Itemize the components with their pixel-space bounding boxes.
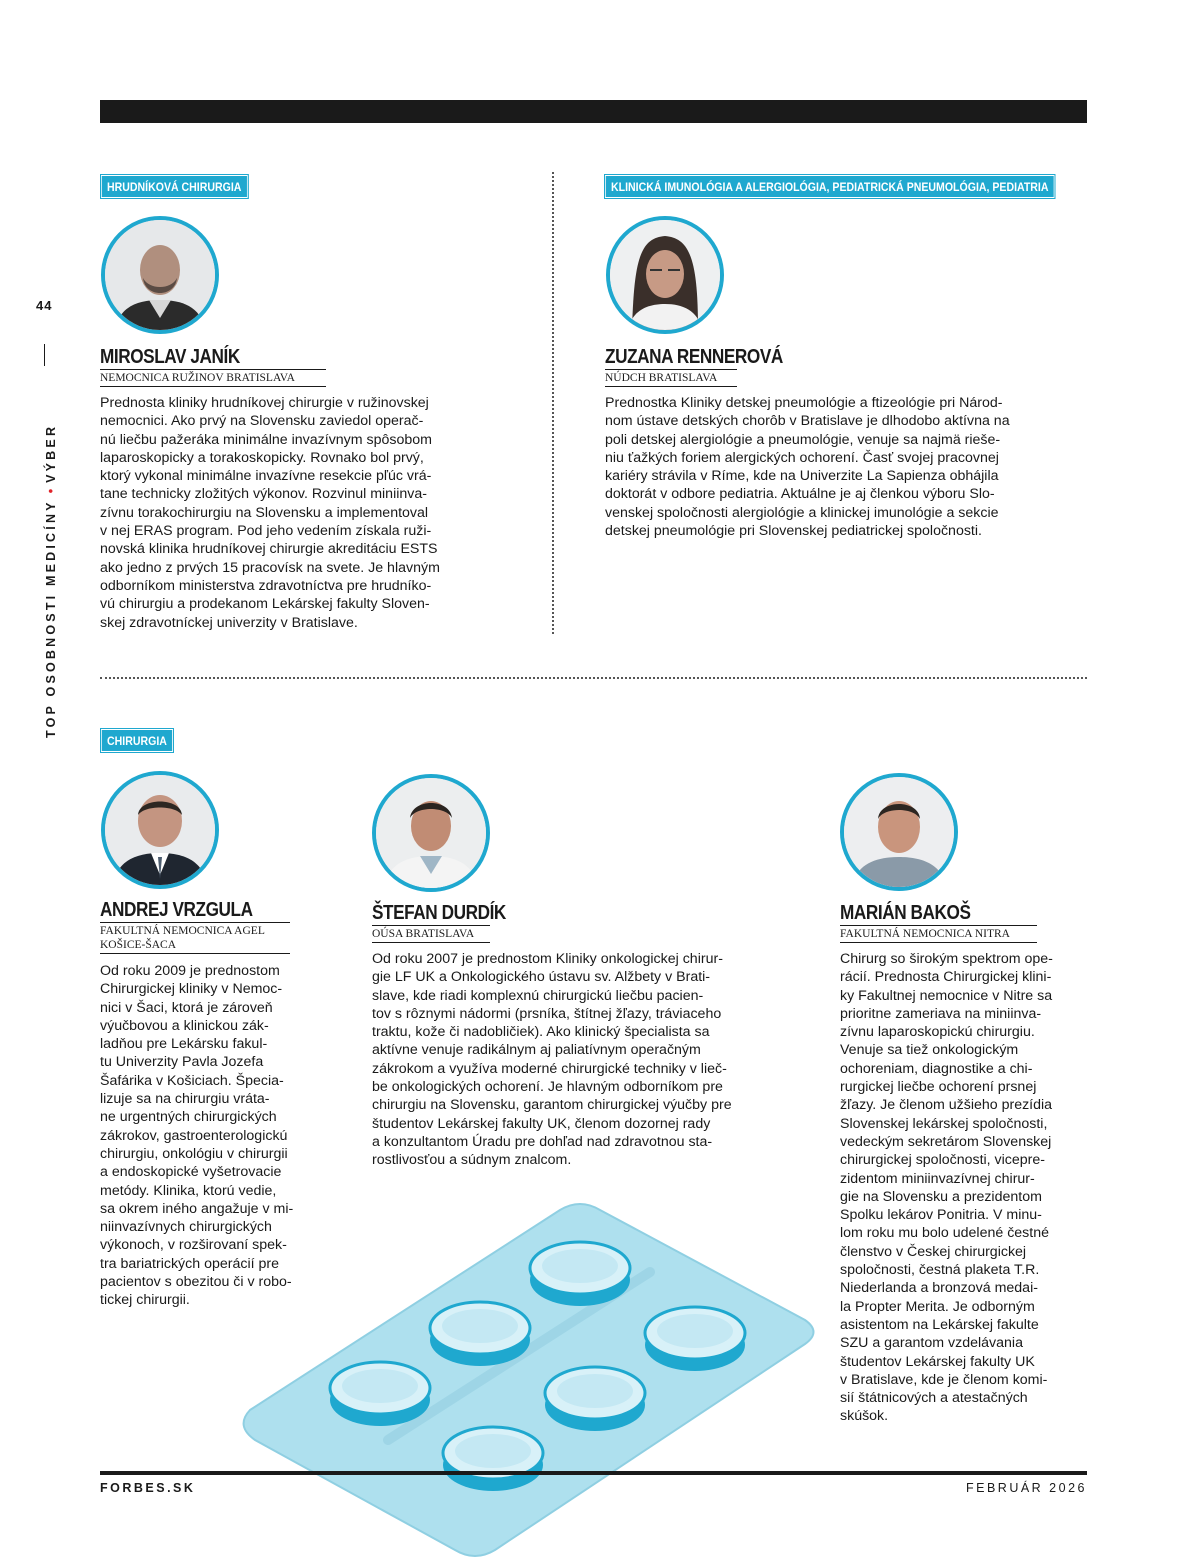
person-name-rennerova: ZUZANA RENNEROVÁ xyxy=(605,346,783,368)
person-institution-bakos xyxy=(840,925,1037,943)
pill xyxy=(430,1302,530,1366)
pill xyxy=(443,1427,543,1491)
person-name-vrzgula: ANDREJ VRZGULA xyxy=(100,899,253,921)
person-bio-vrzgula: Od roku 2009 je prednostom Chirurgickej kliniky v Nemoc- nici v Šaci, ktorá je zároveň výučbovou a klinickou zák- ladňou pre Lekársku fakul- tu Univerzity Pavla Jozefa Šafárika v Košiciach. Špecia- lizuje sa na chirurgiu vráta- ne urgentných chirurgických zákrokov, gastroenterologickú chirurgiu, onkológiu v chirurgii a endoskopické vyšetrovacie metódy. Klinika, ktorú vedie, sa okrem iného angažuje v mi- niinvazívnych chirurgických výkonoch, v rozširovaní spek- tra bariatrických operácií pre pacientov s obezitou či v robo- tickej chirurgii. xyxy=(100,963,294,1309)
portrait-andrej-vrzgula xyxy=(101,771,219,889)
side-divider xyxy=(44,344,45,366)
institution-text: OÚSA BRATISLAVA xyxy=(372,928,475,940)
person-bio-janik: Prednosta kliniky hrudníkovej chirurgie v ružinovskej nemocnici. Ako prvý na Slovensku zaviedol operač- nú liečbu pažeráka minimálne invazívnym spôsobom laparoskopicky a torakoskopicky. Rovnako bol prvý, ktorý vykonal minimálne invazívne resekcie pľúc vrá- tane technicky zložitých výkonov. Rozvinul miniinva- zívnu torakochirurgiu na Slovensku a implementoval v nej ERAS program. Pod jeho vedením získala ruži- novská klinika hrudníkovej chirurgie akreditáciu ESTS ako jedno z prvých 15 pracovísk na svete. Je hlavným odborníkom ministerstva zdravotníctva pre hrudníko- vú chirurgiu a prodekanom Lekárskej fakulty Sloven- skej zdravotníckej univerzity v Bratislave. xyxy=(100,395,440,631)
institution-text: FAKULTNÁ NEMOCNICA NITRA xyxy=(840,928,1010,940)
institution-text: NÚDCH BRATISLAVA xyxy=(605,372,718,384)
person-photo-icon xyxy=(610,220,720,330)
person-photo-icon xyxy=(844,777,954,887)
person-name-durdik: ŠTEFAN DURDÍK xyxy=(372,902,506,924)
person-institution-vrzgula xyxy=(100,922,290,954)
person-name-janik: MIROSLAV JANÍK xyxy=(100,346,240,368)
person-name-bakos: MARIÁN BAKOŠ xyxy=(840,902,971,924)
person-institution-janik xyxy=(100,369,326,387)
category-tag-immunology: KLINICKÁ IMUNOLÓGIA A ALERGIOLÓGIA, PEDIATRICKÁ PNEUMOLÓGIA, PEDIATRIA xyxy=(604,174,1056,199)
person-photo-icon xyxy=(376,778,486,888)
pill-blister-illustration xyxy=(230,1190,830,1565)
pill xyxy=(330,1362,430,1426)
portrait-marian-bakos xyxy=(840,773,958,891)
subsection-title: VÝBER xyxy=(44,423,58,483)
person-photo-icon xyxy=(105,775,215,885)
side-running-head xyxy=(14,298,74,738)
vertical-dotted-divider xyxy=(552,172,554,634)
top-bar xyxy=(100,100,1087,123)
blister-pack xyxy=(244,1204,814,1556)
person-photo-icon xyxy=(105,220,215,330)
horizontal-dotted-divider xyxy=(100,677,1087,679)
category-tag-surgery: CHIRURGIA xyxy=(100,728,174,753)
section-title: TOP OSOBNOSTI MEDICÍNY xyxy=(44,499,58,738)
section-separator: • xyxy=(44,488,58,494)
footer-rule xyxy=(100,1471,1087,1475)
category-tag-thoracic: HRUDNÍKOVÁ CHIRURGIA xyxy=(100,174,248,199)
portrait-stefan-durdik xyxy=(372,774,490,892)
footer-issue-date: FEBRUÁR 2026 xyxy=(965,1481,1087,1495)
person-bio-bakos: Chirurg so širokým spektrom ope- rácií. Prednosta Chirurgickej klini- ky Fakultnej nemocnice v Nitre sa prioritne zameriava na miniinva- zívnu laparoskopickú chirurgiu. Venuje sa tiež onkologickým ochoreniam, diagnostike a chi- rurgickej liečbe ochorení prsnej žľazy. Je členom užšieho prezídia Slovenskej lekárskej spoločnosti, vedeckým sekretárom Slovenskej chirurgickej spoločnosti, vicepre- zidentom miniinvazívnej chirur- gie na Slovensku a prezidentom Spolku lekárov Ponitria. V minu- lom roku mu bolo udelené čestné členstvo v Českej chirurgickej spoločnosti, čestná plaketa T.R. Niederlanda a bronzová medai- la Propter Merita. Je odborným asistentom na Lekárskej fakulte SZU a garantom vzdelávania študentov Lekárskej fakulty UK v Bratislave, kde je členom komi- sií štátnicových a atestačných skúšok. xyxy=(840,951,1053,1425)
portrait-miroslav-janik xyxy=(101,216,219,334)
portrait-zuzana-rennerova xyxy=(606,216,724,334)
pill xyxy=(545,1367,645,1431)
pill xyxy=(530,1242,630,1306)
institution-text-line1: FAKULTNÁ NEMOCNICA AGEL xyxy=(100,925,265,937)
institution-text: NEMOCNICA RUŽINOV BRATISLAVA xyxy=(100,372,295,384)
page-number: 44 xyxy=(36,298,53,313)
institution-text-line2: KOŠICE-ŠACA xyxy=(100,939,177,951)
person-institution-durdik xyxy=(372,925,490,943)
person-bio-durdik: Od roku 2007 je prednostom Kliniky onkologickej chirur- gie LF UK a Onkologického ústavu sv. Alžbety v Brati- slave, kde riadi komplexnú chirurgickú liečbu pacien- tov s rôznymi nádormi (prsníka, štítnej žľazy, tráviaceho traktu, kože či nadobličiek). Ako klinický špecialista sa aktívne venuje radikálnym aj paliatívnym operačným zákrokom a využíva moderné chirurgické techniky v lieč- be onkologických ochorení. Je hlavným odborníkom pre chirurgiu na Slovensku, garantom chirurgickej výučby pre študentov Lekárskej fakulty UK, členom dozornej rady a konzultantom Úradu pre dohľad nad zdravotnou sta- rostlivosťou a súdnym znalcom. xyxy=(372,951,732,1169)
person-bio-rennerova: Prednostka Kliniky detskej pneumológie a ftizeológie pri Národ- nom ústave detských chorôb v Bratislave je dlhodobo aktívna na poli detskej alergiológie a pneumológie, venuje sa najmä rieše- niu ťažkých foriem alergických ochorení. Časť svojej pracovnej kariéry strávila v Ríme, kde na Univerzite La Sapienza obhájila doktorát v odbore pediatria. Aktuálne je aj členkou výboru Slo- venskej spoločnosti alergiológie a klinickej imunológie a sekcie detskej pneumológie pri Slovenskej pediatrickej spoločnosti. xyxy=(605,395,1010,540)
footer-site: FORBES.SK xyxy=(100,1481,196,1495)
person-institution-rennerova xyxy=(605,369,737,387)
section-label xyxy=(44,424,58,738)
pill xyxy=(645,1307,745,1371)
